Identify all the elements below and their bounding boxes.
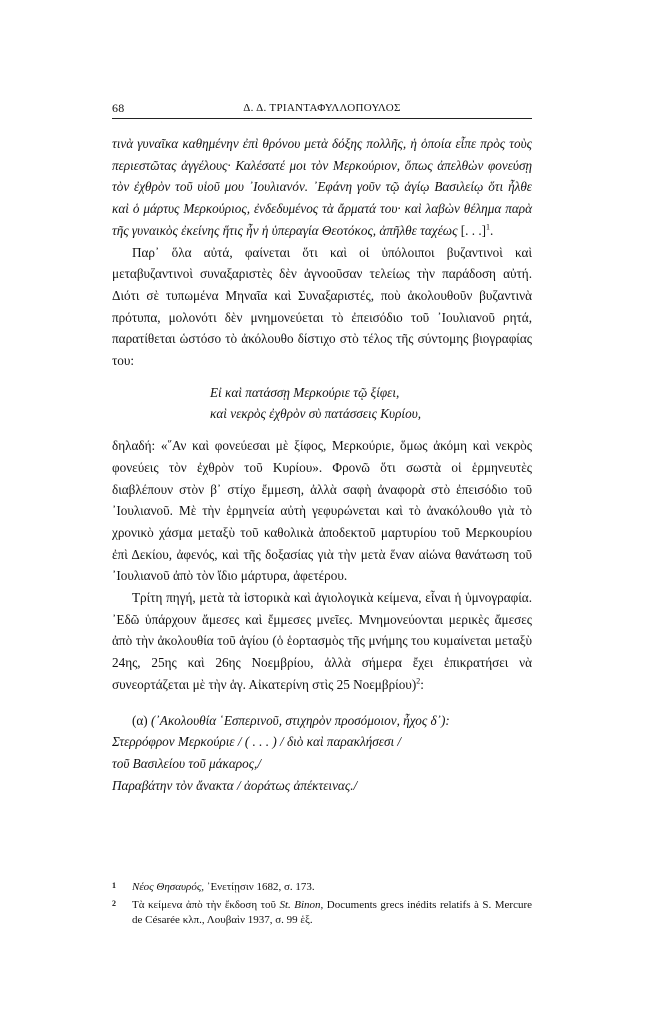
paragraph-text: Τρίτη πηγή, μετὰ τὰ ἱστορικὰ καὶ ἁγιολογικὰ κείμενα, εἶναι ἡ ὑμνογραφία. ᾿Εδῶ ὑπάρχουν ἄμεσες καὶ ἔμμεσες μνεῖες. Μνημονεύονται μερικὲς ἄμεσες ἀπὸ τὴν ἀκολουθία τοῦ ἁγίου (ὁ ἑορτασμὸς τῆς μνήμης του κυμαίνεται μεταξὺ 24ης, 25ης καὶ 26ης Νοεμβρίου, ἀλλὰ σήμερα ἔχει ἐπικρατήσει νὰ συνεορτάζεται μὲ τὴν ἁγ. Αἰκατερίνη στὶς 25 Νοεμβρίου) [112, 590, 532, 692]
hymn-line: τοῦ Βασιλείου τοῦ μάκαρος,/ [112, 755, 262, 771]
hymn-label: (α) [132, 712, 148, 728]
hymn-quote [112, 710, 532, 797]
paragraph [112, 587, 532, 696]
footnote-author: St. Binon, [279, 898, 324, 911]
footnote-mark: 1 [112, 881, 116, 890]
book-page [112, 98, 532, 796]
running-header [112, 98, 532, 119]
paragraph: Παρ᾿ ὅλα αὐτά, φαίνεται ὅτι καὶ οἱ ὑπόλοιποι βυζαντινοὶ καὶ μεταβυζαντινοὶ συναξαριστὲς δὲν ἀγνοοῦσαν τελείως τὴν παράδοση αὐτή. Διότι σὲ τυπωμένα Μηναῖα καὶ Συναξαριστές, ποὺ ἀκολουθοῦν βυζαντινὰ πρότυπα, μολονότι δὲν μνημονεύεται τὸ ἐπεισόδιο τοῦ ᾿Ιουλιανοῦ ρητά, παρατίθεται ὡστόσο τὸ ἀκόλουθο δίστιχο στὸ τέλος τῆς σύντομης βιογραφίας του: [112, 244, 532, 369]
footnote-title: Νέος Θησαυρός, [132, 881, 205, 893]
footnote-text: Τὰ κείμενα ἀπὸ τὴν ἔκδοση τοῦ [132, 898, 280, 911]
footnote-ref: 1 [486, 222, 491, 232]
page-number: 68 [112, 101, 125, 115]
distich [210, 382, 532, 425]
footnote-text: Documents grecs inédits relatifs à S. Mercure de Césarée κλπ., Λουβαὶν 1937, σ. 99 ἑξ. [132, 898, 532, 926]
paragraph-quote [112, 133, 532, 242]
body-text [112, 133, 532, 796]
running-title: Δ. Δ. ΤΡΙΑΝΤΑΦΥΛΛΟΠΟΥΛΟΣ [243, 102, 401, 114]
footnote-text: ᾿Ενετίῃσιν 1682, σ. 173. [204, 881, 315, 893]
verse-line: Εἰ καὶ πατάσσῃ Μερκούριε τῷ ξίφει, [210, 384, 400, 400]
footnote-ref: 2 [416, 676, 421, 686]
footnote [112, 898, 532, 929]
footnote-mark: 2 [112, 898, 116, 908]
hymn-title: (᾿Ακολουθία ῾Εσπερινοῦ, στιχηρὸν προσόμοιον, ἦχος δ᾿): [151, 712, 450, 728]
footnote [112, 880, 532, 896]
hymn-line: Παραβάτην τὸν ἄνακτα / ἀοράτως ἀπέκτεινας./ [112, 777, 358, 793]
ellipsis: [. . .] [460, 222, 487, 238]
verse-line: καὶ νεκρὸς ἐχθρὸν σὺ πατάσσεις Κυρίου, [210, 406, 422, 422]
paragraph: δηλαδή: «῞Αν καὶ φονεύεσαι μὲ ξίφος, Μερκούριε, ὅμως ἀκόμη καὶ νεκρὸς φονεύεις τὸν ἐχθρὸν τοῦ Κυρίου». Φρονῶ ὅτι σωστὰ οἱ ἑρμηνευτὲς διαβλέπουν στὸν β᾿ στίχο ἔμμεση, ἀλλὰ σαφὴ ἀναφορὰ στὸ ἐπεισόδιο τοῦ ᾿Ιουλιανοῦ. Μὲ τὴν ἑρμηνεία αὐτὴ γεφυρώνεται καὶ τὸ ἀνακόλουθο γιὰ τὸ χρονικὸ χάσμα μεταξὺ τοῦ καθολικὰ ἀποδεκτοῦ μαρτυρίου τοῦ Μερκουρίου ἐπὶ Δεκίου, ἀφενός, καὶ τῆς δοξασίας γιὰ τὴν μετὰ ἕναν αἰώνα θανάτωση τοῦ ᾿Ιουλιανοῦ ἀπὸ τὸν ἴδιο μάρτυρα, ἀφετέρου. [112, 438, 532, 584]
period: . [490, 222, 494, 238]
hymn-line: Στερρόφρον Μερκούριε / ( . . . ) / διὸ καὶ παρακλήσεσι / [112, 734, 402, 750]
footnotes [112, 880, 532, 929]
paragraph-text: τινὰ γυναῖκα καθημένην ἐπὶ θρόνου μετὰ δόξης πολλῆς, ἡ ὁποία εἶπε πρὸς τοὺς περιεστῶτας ἀγγέλους· Καλέσατέ μοι τὸν Μερκούριον, ὅπως ἀπελθὼν φονεύσῃ τὸν ἐχθρὸν τοῦ υἱοῦ μου ᾿Ιουλιανόν. ᾿Εφάνη γοῦν τῷ ἁγίῳ Βασιλείῳ ὅτι ἦλθε καὶ ὁ μάρτυς Μερκούριος, ἐνδεδυμένος τὰ ἄρματά του· καὶ λαβὼν θέλημα παρὰ τῆς γυναικὸς ἐκείνης ἥτις ἦν ἡ ὑπεραγία Θεοτόκος, ἀπῆλθε ταχέως [112, 136, 532, 238]
colon: : [420, 676, 424, 692]
hymn-heading [112, 710, 532, 732]
